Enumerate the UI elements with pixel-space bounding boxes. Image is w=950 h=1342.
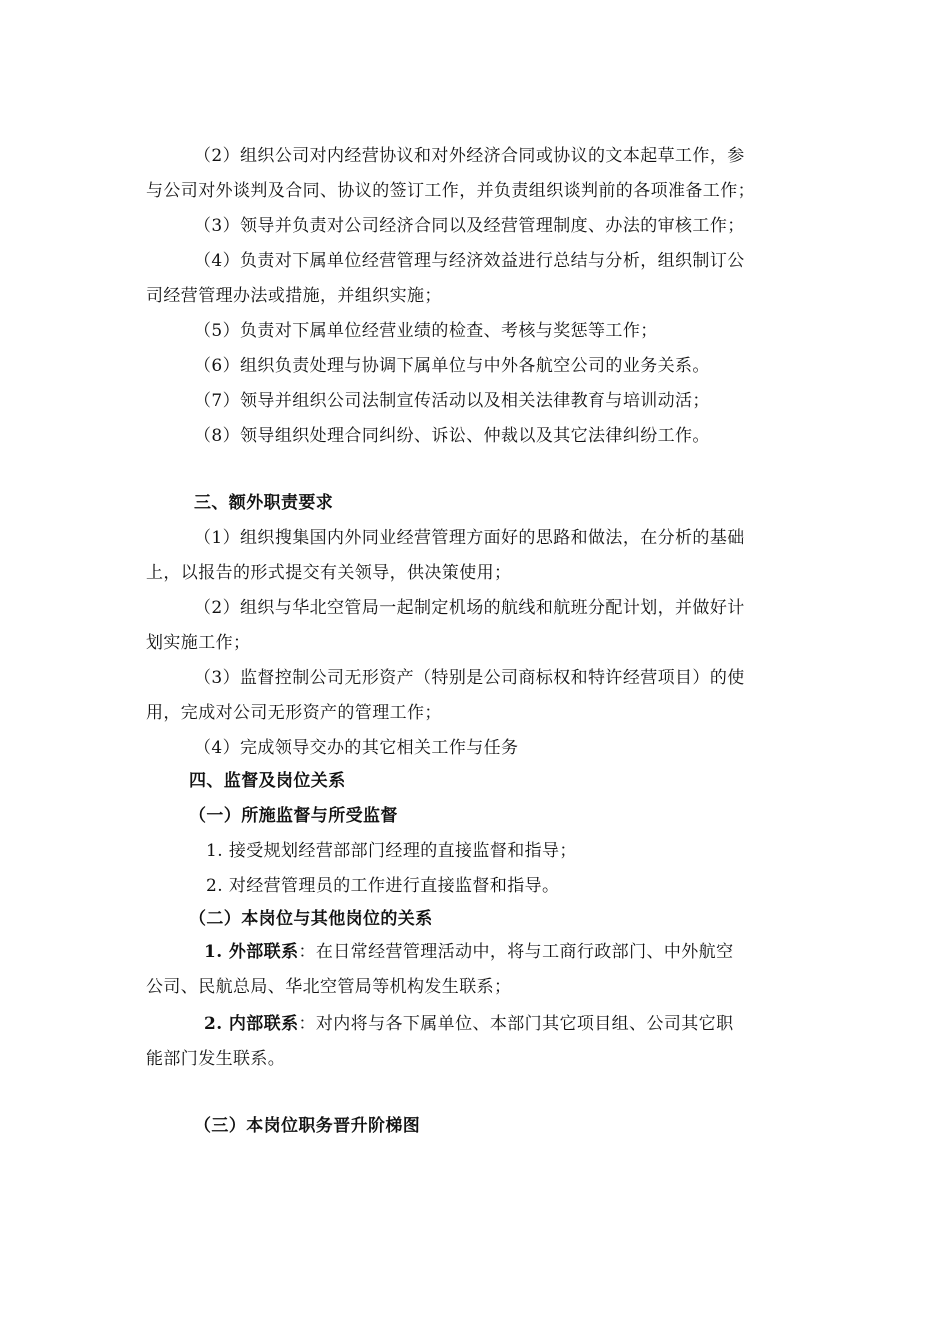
internal-relation-text: ：对内将与各下属单位、本部门其它项目组、公司其它职 — [298, 1014, 734, 1034]
external-relation-text: ：在日常经营管理活动中，将与工商行政部门、中外航空 — [298, 942, 734, 962]
duty-item-8: （8）领导组织处理合同纠纷、诉讼、仲裁以及其它法律纠纷工作。 — [194, 426, 710, 446]
duty-item-3: （3）领导并负责对公司经济合同以及经营管理制度、办法的审核工作； — [194, 216, 745, 236]
duty-item-4-line1: （4）负责对下属单位经营管理与经济效益进行总结与分析，组织制订公 — [194, 251, 745, 271]
section4-sub1-heading: （一）所施监督与所受监督 — [189, 806, 398, 826]
external-relation-label: 1. 外部联系 — [204, 942, 299, 962]
internal-relation-line2: 能部门发生联系。 — [146, 1049, 286, 1069]
section3-item-2-line2: 划实施工作； — [146, 633, 251, 653]
duty-item-2-line1: （2）组织公司对内经营协议和对外经济合同或协议的文本起草工作，参 — [194, 146, 745, 166]
external-relation-line2: 公司、民航总局、华北空管局等机构发生联系； — [146, 977, 512, 997]
section3-item-1-line2: 上，以报告的形式提交有关领导，供决策使用； — [146, 563, 512, 583]
section3-item-2-line1: （2）组织与华北空管局一起制定机场的航线和航班分配计划，并做好计 — [194, 598, 745, 618]
section3-item-1-line1: （1）组织搜集国内外同业经营管理方面好的思路和做法，在分析的基础 — [194, 528, 745, 548]
section4-sub2-heading: （二）本岗位与其他岗位的关系 — [189, 909, 433, 929]
section3-item-3-line2: 用，完成对公司无形资产的管理工作； — [146, 703, 442, 723]
section4-sub3-heading: （三）本岗位职务晋升阶梯图 — [194, 1116, 421, 1136]
section4-heading: 四、监督及岗位关系 — [189, 771, 346, 791]
duty-item-4-line2: 司经营管理办法或措施，并组织实施； — [146, 286, 442, 306]
section3-heading: 三、额外职责要求 — [194, 493, 334, 513]
supervision-item-2: 2. 对经营管理员的工作进行直接监督和指导。 — [206, 876, 560, 896]
section3-item-4: （4）完成领导交办的其它相关工作与任务 — [194, 738, 519, 758]
duty-item-2-line2: 与公司对外谈判及合同、协议的签订工作，并负责组织谈判前的各项准备工作； — [146, 181, 755, 201]
internal-relation-line1 — [204, 1012, 733, 1036]
external-relation-line1 — [204, 940, 733, 964]
duty-item-7: （7）领导并组织公司法制宣传活动以及相关法律教育与培训动活； — [194, 391, 710, 411]
supervision-item-1: 1. 接受规划经营部部门经理的直接监督和指导； — [206, 841, 577, 861]
section3-item-3-line1: （3）监督控制公司无形资产（特别是公司商标权和特许经营项目）的使 — [194, 668, 745, 688]
duty-item-6: （6）组织负责处理与协调下属单位与中外各航空公司的业务关系。 — [194, 356, 710, 376]
duty-item-5: （5）负责对下属单位经营业绩的检查、考核与奖惩等工作； — [194, 321, 658, 341]
internal-relation-label: 2. 内部联系 — [204, 1014, 299, 1034]
